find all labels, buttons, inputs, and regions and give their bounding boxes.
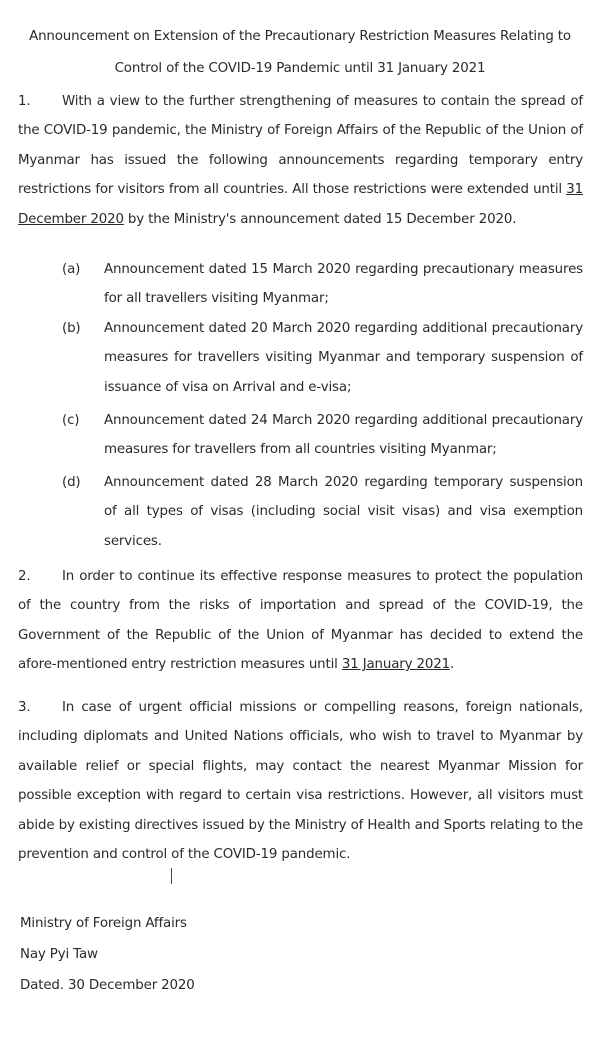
signature-location: Nay Pyi Taw bbox=[20, 947, 98, 962]
paragraph-2-underlined-date: 31 January 2021 bbox=[341, 657, 451, 673]
title-line-2: Control of the COVID-19 Pandemic until 31 January 2021 bbox=[114, 61, 486, 76]
list-item-label: (b) bbox=[62, 321, 81, 336]
paragraph-1-text-end: by the Ministry's announcement dated 15 December 2020. bbox=[123, 211, 517, 227]
list-item-text: Announcement dated 24 March 2020 regarding additional precautionary measures for travellers from all countries visiting Myanmar; bbox=[104, 413, 583, 458]
list-item-text: Announcement dated 28 March 2020 regarding temporary suspension of all types of visas (including social visit visas) and visa exemption services. bbox=[104, 475, 583, 549]
paragraph-1-text: With a view to the further strengthening of measures to contain the spread of the COVID-19 pandemic, the Ministry of Foreign Affairs of the Republic of the Union of Myanmar has issued the following announcements regarding temporary entry restrictions for visitors from all countries. All those restrictions were extended until bbox=[18, 94, 583, 198]
paragraph-2 bbox=[18, 562, 583, 680]
list-item-text: Announcement dated 20 March 2020 regarding additional precautionary measures for travellers visiting Myanmar and temporary suspension of issuance of visa on Arrival and e-visa; bbox=[104, 321, 583, 395]
list-item-label: (c) bbox=[62, 413, 80, 428]
paragraph-1-underlined-date: 31 December 2020 bbox=[18, 182, 583, 227]
paragraph-1-number: 1. bbox=[18, 94, 31, 109]
signature-ministry: Ministry of Foreign Affairs bbox=[20, 916, 187, 931]
paragraph-3-text: In case of urgent official missions or compelling reasons, foreign nationals, including diplomats and United Nations officials, who wish to travel to Myanmar by available relief or special flights, may contact the nearest Myanmar Mission for possible exception with regard to certain visa restrictions. However, all visitors must abide by existing directives issued by the Ministry of Health and Sports relating to the prevention and control of the COVID-19 pandemic. bbox=[18, 700, 583, 863]
list-item-text: Announcement dated 15 March 2020 regarding precautionary measures for all travellers visiting Myanmar; bbox=[104, 262, 583, 307]
paragraph-2-number: 2. bbox=[18, 569, 31, 584]
list-item-label: (d) bbox=[62, 475, 81, 490]
paragraph-3-number: 3. bbox=[18, 700, 31, 715]
paragraph-1 bbox=[18, 87, 583, 234]
stray-mark bbox=[171, 868, 172, 884]
paragraph-2-text: In order to continue its effective response measures to protect the population of the country from the risks of importation and spread of the COVID-19, the Government of the Republic of the Union of Myanmar has decided to extend the afore-mentioned entry restriction measures until bbox=[18, 569, 583, 673]
list-item-label: (a) bbox=[62, 262, 81, 277]
paragraph-2-text-end: . bbox=[450, 657, 455, 673]
title-line-1: Announcement on Extension of the Precautionary Restriction Measures Relating to bbox=[29, 29, 571, 44]
signature-date: Dated. 30 December 2020 bbox=[20, 978, 195, 993]
paragraph-3 bbox=[18, 693, 583, 869]
